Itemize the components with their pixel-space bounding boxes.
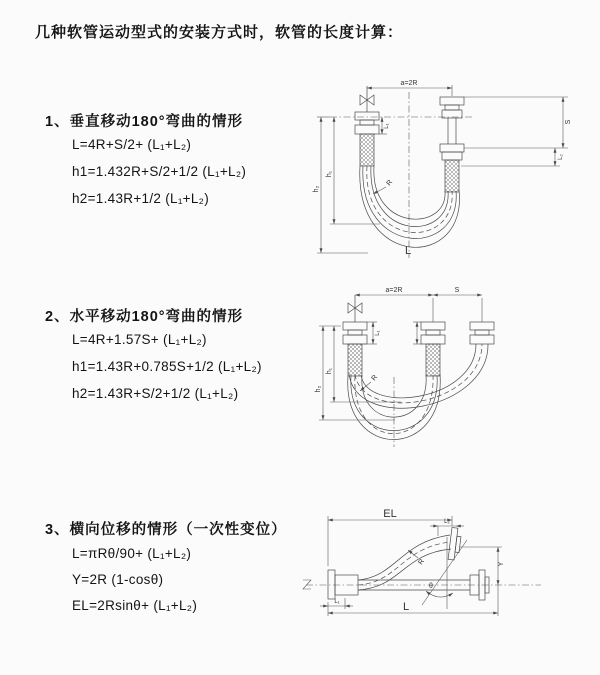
section-3-formula-y: Y=2R (1-cosθ)	[72, 572, 164, 587]
dim-label-y: Y	[498, 561, 505, 567]
dim-label-h1: h₁	[326, 170, 333, 178]
y-dimension	[460, 547, 505, 616]
angle-label-theta: θ	[429, 583, 433, 590]
section-3-formula-l: L=πRθ/90+ (L₁+L₂)	[72, 546, 192, 561]
section-2-formula-h1: h1=1.43R+0.785S+1/2 (L₁+L₂)	[72, 359, 262, 374]
radius-callout	[373, 179, 394, 194]
dim-label-h1: h₁	[326, 367, 333, 375]
dim-label-l2: L₂	[558, 154, 564, 160]
diagram-horizontal-bend	[305, 281, 600, 455]
radius-label: R	[417, 558, 427, 567]
fitting-dimensions	[363, 322, 423, 344]
braided-hose-section	[445, 160, 459, 192]
top-dimension	[367, 80, 568, 97]
dim-label-s: S	[454, 287, 460, 294]
radius-label: R	[385, 178, 395, 188]
el-dimension	[328, 508, 452, 566]
right-pipe-fitting	[470, 322, 494, 344]
hose-wide-u-bend	[349, 344, 488, 408]
dim-label-l: L	[402, 601, 410, 613]
section-2-formula-l: L=4R+1.57S+ (L₁+L₂)	[72, 332, 207, 347]
top-dimension	[355, 287, 482, 322]
diagram-lateral-displacement	[298, 492, 598, 644]
section-3-formula-el: EL=2Rsinθ+ (L₁+L₂)	[72, 598, 198, 613]
left-dimensions	[313, 117, 390, 253]
left-flange	[328, 570, 358, 599]
section-2-heading: 2、水平移动180°弯曲的情形	[45, 309, 244, 325]
dim-label-l2: L₂	[444, 519, 450, 525]
section-1-formula-h1: h1=1.432R+S/2+1/2 (L₁+L₂)	[72, 164, 247, 179]
braided-hose-section	[360, 134, 374, 166]
l2-dimension	[430, 519, 464, 536]
radius-label: R	[370, 373, 380, 383]
dim-label-s: S	[565, 119, 572, 125]
dim-label-h2: h₂	[315, 385, 322, 393]
centerline-mark	[303, 580, 311, 589]
dim-label-l1: L₁	[334, 599, 340, 605]
dim-label-a2r: a=2R	[400, 80, 418, 87]
dim-label-l1: L₁	[384, 123, 390, 129]
dim-label-el: EL	[383, 508, 397, 520]
upper-flange	[448, 528, 462, 561]
section-1-formula-h2: h2=1.43R+1/2 (L₁+L₂)	[72, 191, 210, 206]
middle-pipe-fitting	[421, 322, 445, 376]
section-1-heading: 1、垂直移动180°弯曲的情形	[45, 114, 244, 130]
section-3-heading: 3、横向位移的情形（一次性变位）	[45, 522, 287, 538]
diagram-vertical-bend	[310, 74, 600, 262]
valve-icon	[348, 295, 362, 322]
centerline	[303, 580, 541, 589]
dim-label-h2: h₂	[313, 185, 320, 193]
left-pipe-fitting	[343, 322, 367, 376]
angle-construction	[422, 537, 467, 609]
dim-label-l1: L₁	[375, 330, 381, 336]
braided-hose-section	[348, 344, 362, 376]
left-pipe-fitting	[355, 112, 379, 166]
hose-s-curve	[358, 535, 451, 590]
l1-dimension	[320, 598, 353, 609]
length-label: L	[404, 245, 412, 257]
right-dimensions	[461, 97, 572, 166]
section-1-formula-l: L=4R+S/2+ (L₁+L₂)	[72, 137, 192, 152]
valve-icon	[360, 86, 374, 112]
hose-u-bend	[360, 166, 460, 247]
l-dimension	[328, 601, 498, 616]
page-title: 几种软管运动型式的安装方式时，软管的长度计算：	[35, 24, 404, 41]
right-pipe-fitting	[440, 97, 464, 192]
section-2-formula-h2: h2=1.43R+S/2+1/2 (L₁+L₂)	[72, 386, 239, 401]
dim-label-a2r: a=2R	[385, 287, 403, 294]
radius-callout	[360, 374, 379, 391]
braided-hose-section	[426, 344, 440, 376]
